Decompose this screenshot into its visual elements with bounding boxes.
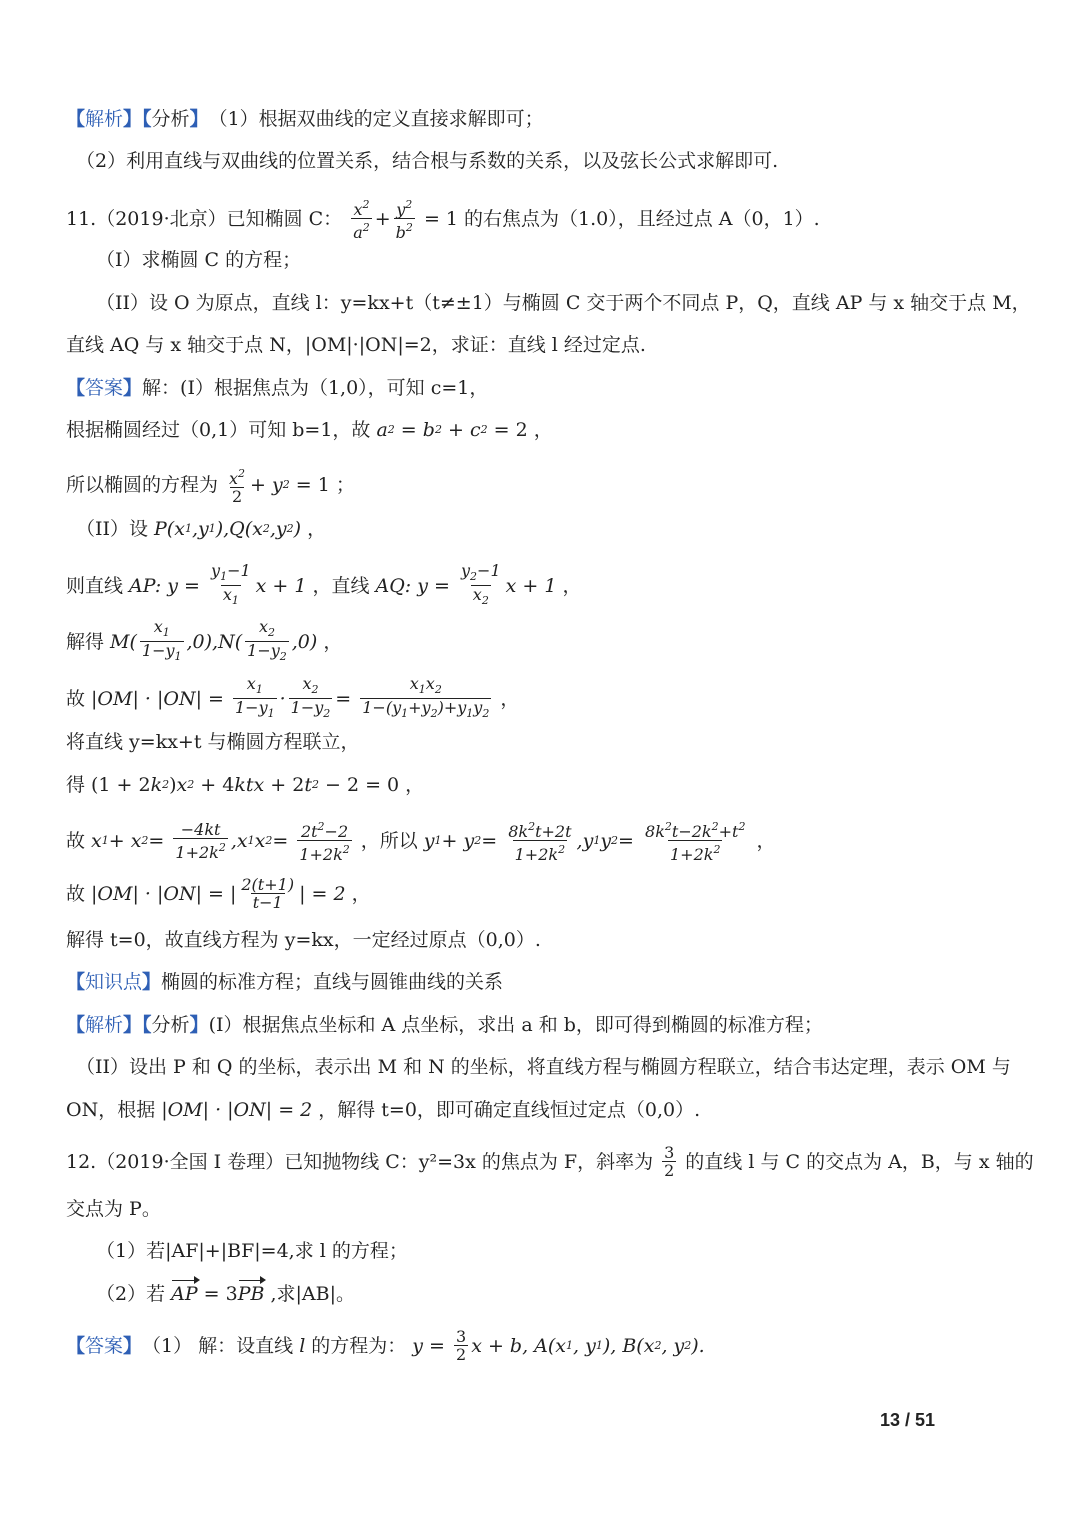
answer-11-line-11: 故 |OM| · |ON| = | $\frac{2(t+1)}{t-1}$ | = 2 ， xyxy=(66,875,371,912)
question-11-header xyxy=(66,196,1020,241)
math-formula: y 1 + y 2 = $\frac{8k^2t+2t}{1+2k^2}$ ,y 1 y 2 = $\frac{8k^2t-2k^2+t^2}{1+2k^2}$ xyxy=(423,820,746,864)
bracket: 】【 xyxy=(123,108,152,130)
question-text: （I）求椭圆 C 的方程； xyxy=(96,249,302,271)
answer-tag: 答案 xyxy=(85,1334,124,1357)
math-symbol: l xyxy=(299,1334,306,1357)
page-number: 13 / 51 xyxy=(880,1410,936,1430)
answer-11-line-1: 【 答案 】 解：(I）根据焦点为（1,0），可知 c=1， xyxy=(66,373,1020,403)
answer-text: 故 xyxy=(66,687,86,710)
analysis-line-2 xyxy=(76,146,1020,176)
answer-text: ，所以 xyxy=(360,829,418,852)
math-formula: |OM| · |ON| = $\frac{x_1}{1-y_1}$ · $\frac{x_2}{1-y_2}$ = $\frac{x_1x_2}{1-(y_1+y_2)+y_1y_2}$ xyxy=(91,674,490,720)
math-formula: y = $\frac{3}{2}$ x + b, A(x 1 , y 1 ), B(x 2 , y 2 ). xyxy=(412,1327,705,1364)
answer-11-line-2: 根据椭圆经过（0,1）可知 b=1，故 a 2 = b 2 + c 2 = 2 ， xyxy=(66,415,1020,445)
question-12-line-2 xyxy=(66,1194,1020,1224)
answer-text: ，直线 xyxy=(312,574,370,597)
math-formula: a 2 = b 2 + c 2 = 2 xyxy=(376,419,528,441)
question-text: 的右焦点为（1.0），且经过点 A（0，1）. xyxy=(464,207,820,230)
answer-11-line-10: 故 x 1 + x 2 = $\frac{-4kt}{1+2k^2}$ ,x 1 x 2 = $\frac{2t^2-2}{1+2k^2}$ ，所以 y 1 + y 2 = $\frac{8k^2t+2t}{1+2k^2}$ ,y 1 y 2 = $\frac{8k^2t-2k^2+t^2}{1+2k^2}$ ， xyxy=(66,819,776,864)
question-text: ,求|AB|。 xyxy=(270,1283,355,1305)
math-formula: M( $\frac{x_1}{1-y_1}$ ,0),N( $\frac{x_2}{1-y_2}$ ,0) xyxy=(110,617,318,663)
analysis-text: （1）根据双曲线的定义直接求解即可； xyxy=(208,108,544,130)
analysis-2-line-2 xyxy=(76,1052,1020,1082)
math-formula: AQ: y = $\frac{y_2-1}{x_2}$ x + 1 xyxy=(375,561,557,607)
question-text: 直线 AQ 与 x 轴交于点 N，|OM|·|ON|=2，求证：直线 l 经过定点. xyxy=(66,334,646,356)
question-text: 交点为 P。 xyxy=(66,1198,161,1220)
answer-11-line-4: （II）设 P(x 1 ,y 1 ),Q(x 2 ,y 2 ) ， xyxy=(76,514,1020,544)
question-text: （2）若 xyxy=(96,1283,166,1305)
answer-text: （II）设 xyxy=(76,518,149,540)
bracket: 【 xyxy=(66,108,86,130)
question-text: 的直线 l 与 C 的交点为 A，B，与 x 轴的 xyxy=(685,1150,1034,1173)
bracket: 】 xyxy=(189,108,209,130)
question-11-part-1 xyxy=(96,245,1020,275)
analysis-text: （2）利用直线与双曲线的位置关系，结合根与系数的关系，以及弦长公式求解即可. xyxy=(76,150,779,172)
answer-11-line-8 xyxy=(66,727,1020,757)
answer-text: 故 xyxy=(66,882,86,905)
answer-tag: 答案 xyxy=(85,377,124,399)
question-text: 11.（2019·北京）已知椭圆 C： xyxy=(66,207,343,230)
answer-text: 解得 xyxy=(66,630,105,653)
math-formula: P(x 1 ,y 1 ),Q(x 2 ,y 2 ) xyxy=(154,518,302,540)
ellipse-equation: $\frac{x^2}{a^2}$ + $\frac{y^2}{b^2}$ = 1 xyxy=(353,198,458,242)
math-formula: (1 + 2 k 2 ) x 2 + 4 ktx + 2 t 2 − 2 = 0 xyxy=(91,774,400,796)
answer-11-line-6: 解得 M( $\frac{x_1}{1-y_1}$ ,0),N( $\frac{x_2}{1-y_2}$ ,0) ， xyxy=(66,617,343,663)
answer-11-line-7: 故 |OM| · |ON| = $\frac{x_1}{1-y_1}$ · $\frac{x_2}{1-y_2}$ = $\frac{x_1x_2}{1-(y_1+y_2)+y_1y_2}$ ， xyxy=(66,674,520,720)
knowledge-point-line: 【 知识点 】 椭圆的标准方程；直线与圆锥曲线的关系 xyxy=(66,967,1020,997)
fenxi-tag: 分析 xyxy=(151,1014,190,1036)
analysis-line-1 xyxy=(66,104,1020,134)
answer-text: 所以椭圆的方程为 xyxy=(66,474,219,496)
vector-formula: AP = 3 PB xyxy=(171,1279,264,1309)
analysis-text: (I）根据焦点坐标和 A 点坐标，求出 a 和 b，即可得到椭圆的标准方程； xyxy=(208,1014,823,1036)
answer-text: 将直线 y=kx+t 与椭圆方程联立， xyxy=(66,731,360,753)
analysis-2-line-1: 【 解析 】【 分析 】 (I）根据焦点坐标和 A 点坐标，求出 a 和 b，即可得到椭圆的标准方程； xyxy=(66,1010,1020,1040)
question-12-part-2 xyxy=(96,1279,1020,1309)
math-formula: x 1 + x 2 = $\frac{-4kt}{1+2k^2}$ ,x 1 x 2 = $\frac{2t^2-2}{1+2k^2}$ xyxy=(91,819,350,864)
analysis-text: （II）设出 P 和 Q 的坐标，表示出 M 和 N 的坐标，将直线方程与椭圆方程联立，结合韦达定理，表示 OM 与 xyxy=(76,1056,1011,1078)
math-formula: |OM| · |ON| = 2 xyxy=(161,1099,313,1121)
math-formula: $\frac{x^2}{2}$ + y 2 = 1 xyxy=(229,467,330,506)
answer-text: 得 xyxy=(66,774,86,796)
question-11-part-2-cont xyxy=(66,330,1020,360)
question-12-header xyxy=(66,1143,1034,1180)
question-text: （1）若|AF|+|BF|=4,求 l 的方程； xyxy=(96,1240,408,1262)
answer-text: 解：(I）根据焦点为（1,0），可知 c=1， xyxy=(142,377,489,399)
answer-11-line-3: 所以椭圆的方程为 $\frac{x^2}{2}$ + y 2 = 1 ； xyxy=(66,467,355,506)
knowledge-text: 椭圆的标准方程；直线与圆锥曲线的关系 xyxy=(161,971,504,993)
question-text: 12.（2019·全国 I 卷理）已知抛物线 C：y²=3x 的焦点为 F，斜率为 xyxy=(66,1150,654,1173)
analysis-2-line-3 xyxy=(66,1095,1020,1125)
answer-11-line-12 xyxy=(66,925,1020,955)
question-12-part-1 xyxy=(96,1236,1020,1266)
answer-text: 则直线 xyxy=(66,574,124,597)
analysis-tag: 解析 xyxy=(85,1014,124,1036)
answer-12-line-1: 【 答案 】 （1） 解：设直线 l 的方程为： y = $\frac{3}{2}$ x + b, A(x 1 , y 1 ), B(x 2 , y 2 ). xyxy=(66,1327,705,1364)
answer-text: 根据椭圆经过（0,1）可知 b=1，故 xyxy=(66,419,371,441)
slope-fraction: $\frac{3}{2}$ xyxy=(664,1143,675,1180)
math-formula: |OM| · |ON| = | $\frac{2(t+1)}{t-1}$ | = 2 xyxy=(91,875,346,912)
fenxi-tag: 分析 xyxy=(151,108,190,130)
analysis-text: ON，根据 xyxy=(66,1099,156,1121)
answer-text: 故 xyxy=(66,829,86,852)
knowledge-tag: 知识点 xyxy=(85,971,143,993)
question-11-part-2 xyxy=(96,288,1031,318)
analysis-text: ，解得 t=0，即可确定直线恒过定点（0,0）. xyxy=(318,1099,701,1121)
analysis-tag: 解析 xyxy=(85,108,124,130)
answer-text: 解得 t=0，故直线方程为 y=kx，一定经过原点（0,0）. xyxy=(66,929,541,951)
answer-text: （1） 解：设直线 xyxy=(142,1334,294,1357)
question-text: （II）设 O 为原点，直线 l：y=kx+t（t≠±1）与椭圆 C 交于两个不同点 P，Q，直线 AP 与 x 轴交于点 M， xyxy=(96,292,1031,314)
answer-11-line-5: 则直线 AP: y = $\frac{y_1-1}{x_1}$ x + 1 ，直线 AQ: y = $\frac{y_2-1}{x_2}$ x + 1 ， xyxy=(66,561,582,607)
math-formula: AP: y = $\frac{y_1-1}{x_1}$ x + 1 xyxy=(129,561,307,607)
answer-text: 的方程为： xyxy=(311,1334,407,1357)
answer-11-line-9: 得 (1 + 2 k 2 ) x 2 + 4 ktx + 2 t 2 − 2 = 0 ， xyxy=(66,770,1020,800)
